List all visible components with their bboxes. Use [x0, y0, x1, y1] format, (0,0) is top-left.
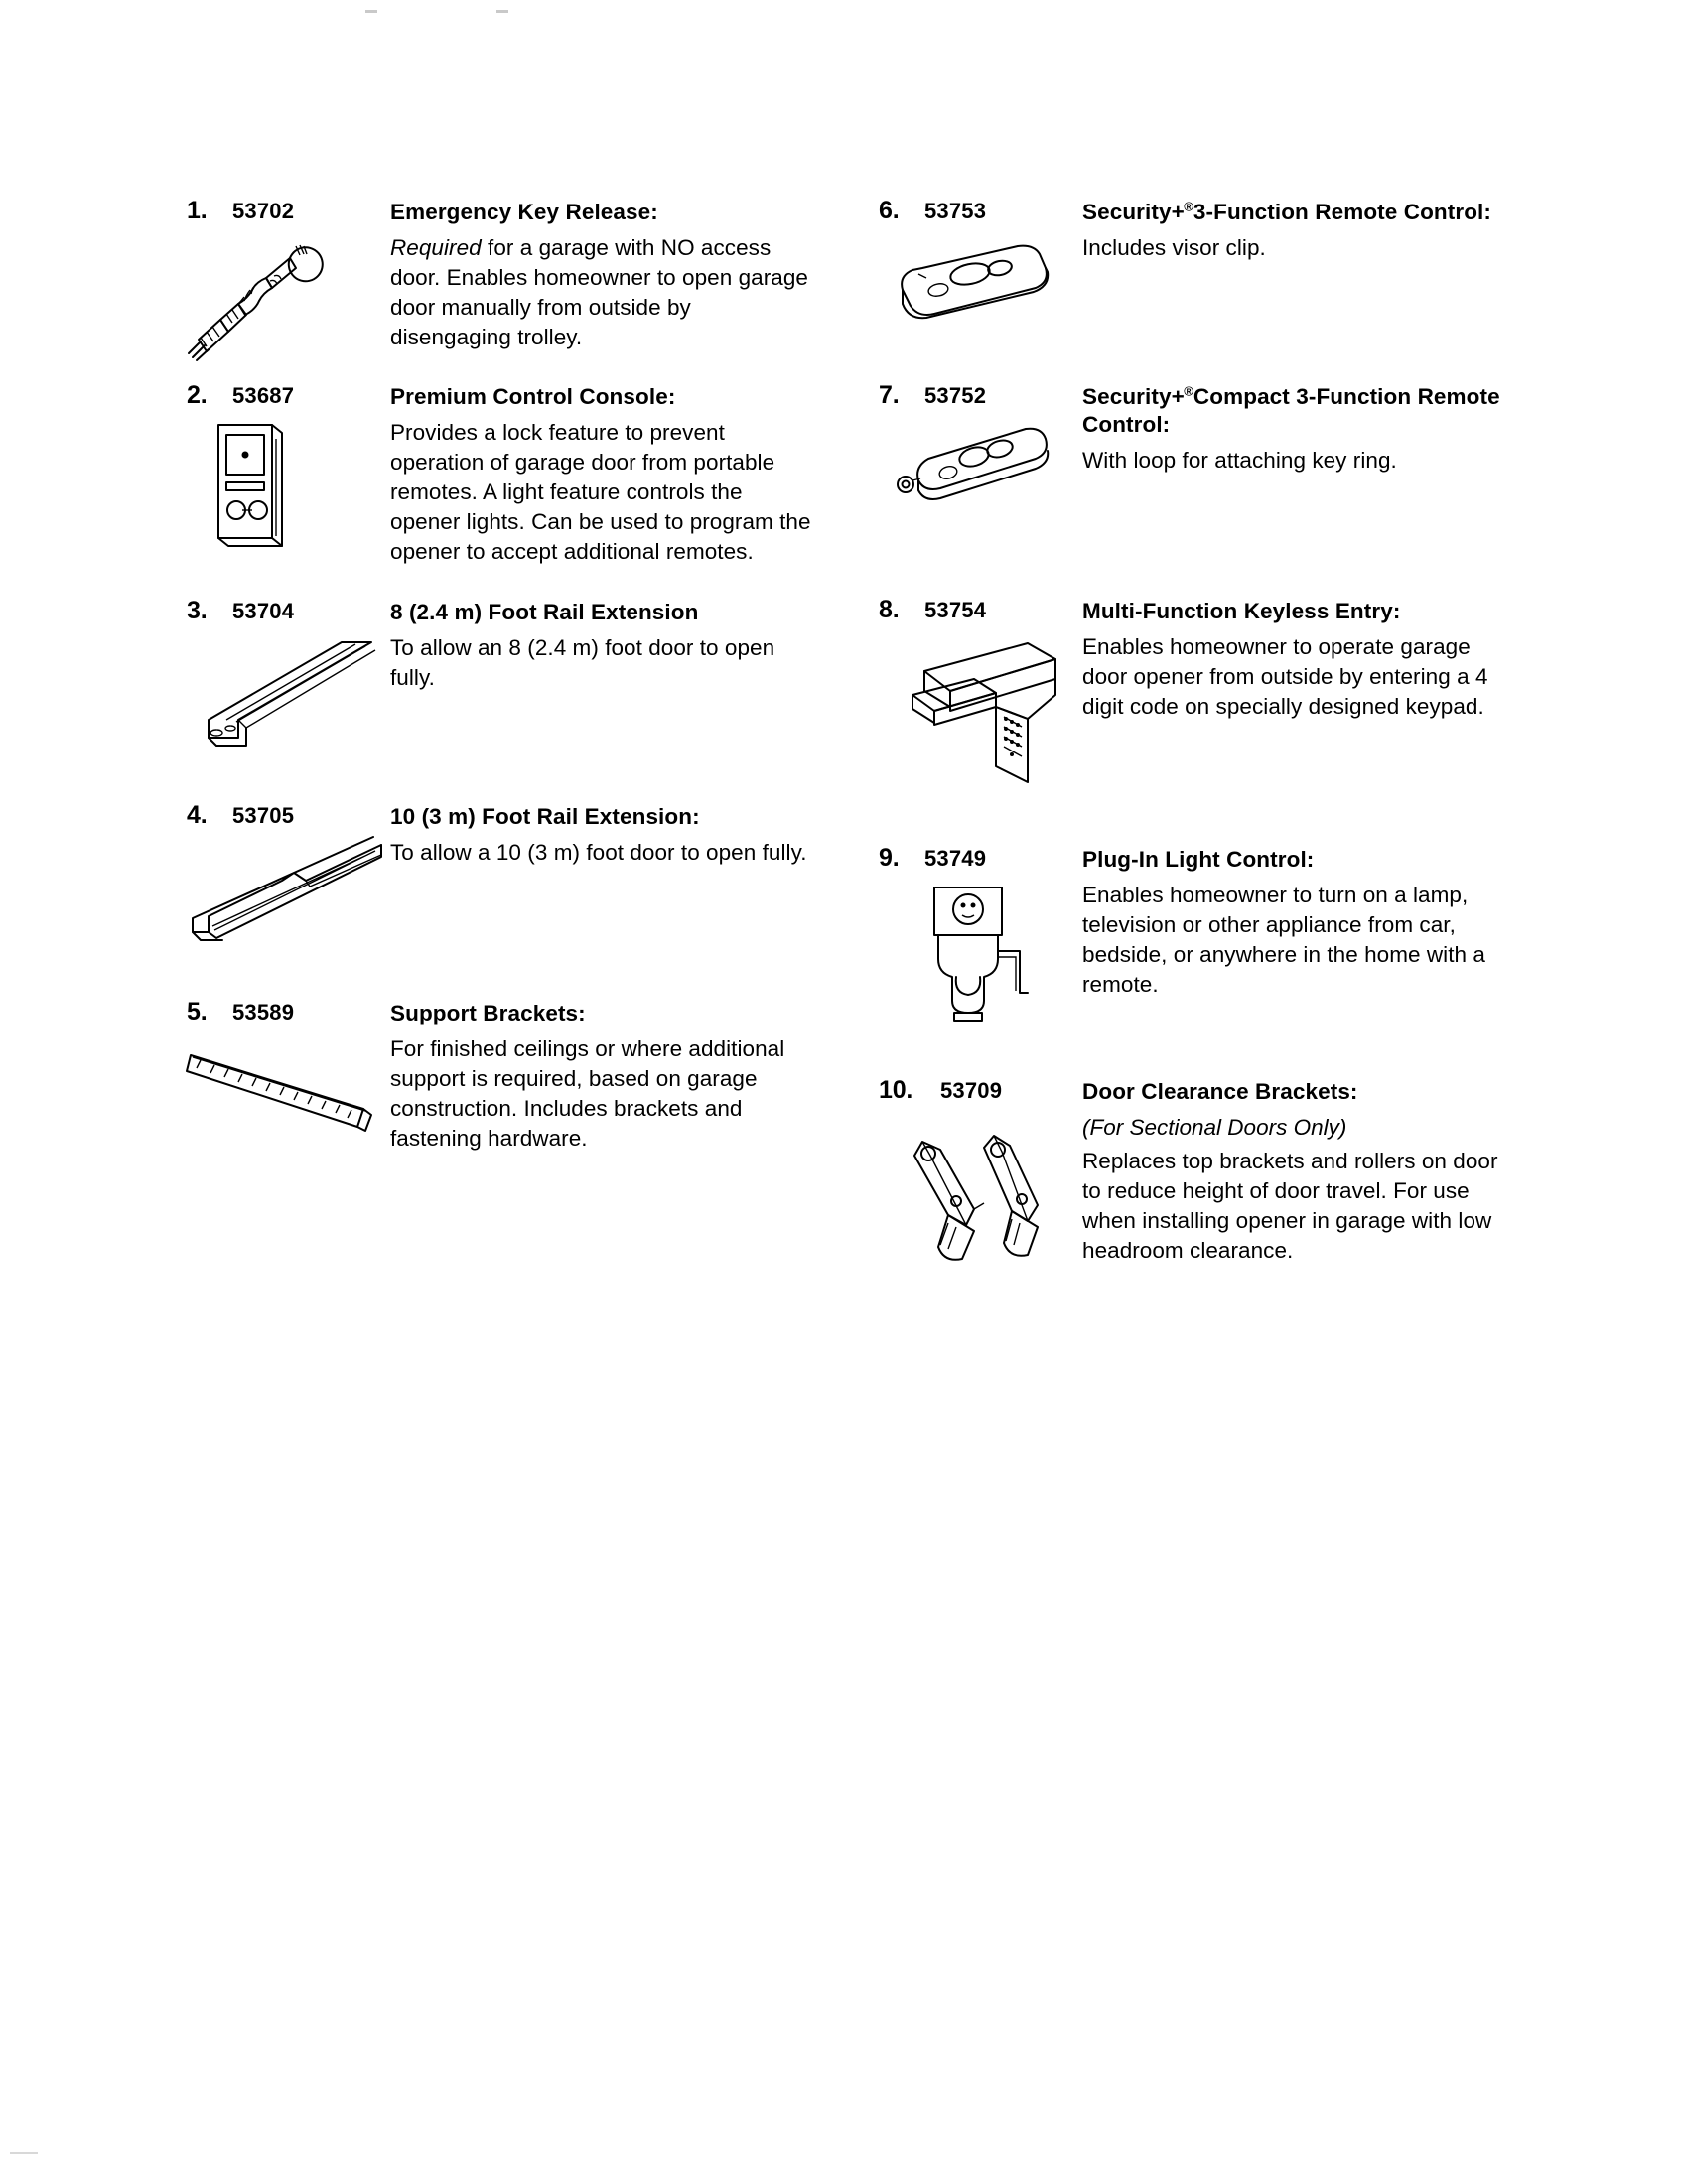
entry-title: Multi-Function Keyless Entry:	[1082, 599, 1401, 623]
entry-title: Door Clearance Brackets:	[1082, 1079, 1358, 1104]
entry-body: To allow a 10 (3 m) foot door to open fully.	[390, 840, 807, 865]
entry-identifier-and-art	[187, 597, 390, 763]
accessory-columns	[187, 197, 1507, 1273]
entry-text	[390, 381, 815, 567]
entry-idline	[879, 381, 1082, 415]
entry-body: To allow an 8 (2.4 m) foot door to open fully.	[390, 635, 775, 690]
emergency-key-release-icon	[187, 234, 390, 363]
accessory-entry-2	[187, 381, 815, 567]
column-left	[187, 197, 815, 1273]
registration-mark	[496, 10, 508, 13]
entry-idline	[879, 844, 1082, 878]
accessory-entry-1	[187, 197, 815, 363]
entry-part-number: 53589	[232, 1000, 295, 1024]
entry-text	[390, 197, 815, 352]
entry-text	[1082, 197, 1507, 263]
entry-body: Replaces top brackets and rollers on door to reduce height of door travel. For use when installing opener in garage with low headroom clearance.	[1082, 1149, 1498, 1263]
entry-body: For finished ceilings or where additional support is required, based on garage construction. Includes brackets and fastening hardware.	[390, 1036, 785, 1151]
entry-identifier-and-art	[879, 197, 1082, 343]
entry-body: Includes visor clip.	[1082, 235, 1266, 260]
entry-title: Premium Control Console:	[390, 384, 676, 409]
entry-idline	[879, 596, 1082, 629]
support-bracket-icon	[187, 1035, 390, 1145]
entry-number: 7.	[879, 381, 900, 409]
entry-number: 2.	[187, 381, 208, 409]
entry-identifier-and-art	[879, 1076, 1082, 1273]
accessory-entry-4	[187, 801, 815, 958]
entry-number: 4.	[187, 801, 208, 829]
entry-text	[390, 597, 815, 693]
accessory-entry-5	[187, 998, 815, 1154]
entry-idline	[187, 597, 390, 630]
security-plus-mark: +	[1171, 384, 1185, 409]
entry-text	[390, 801, 815, 868]
entry-part-number: 53754	[924, 598, 987, 622]
entry-text	[1082, 1076, 1507, 1266]
entry-idline	[187, 801, 390, 835]
entry-title	[1082, 383, 1507, 439]
entry-text	[1082, 596, 1507, 722]
three-function-remote-icon	[879, 234, 1082, 343]
entry-identifier-and-art	[187, 801, 390, 958]
entry-part-number: 53709	[940, 1078, 1003, 1103]
rail-extension-icon	[187, 634, 390, 763]
entry-title-brand: Security	[1082, 200, 1172, 224]
entry-body-emphasis: Required	[390, 235, 482, 260]
entry-title: 10 (3 m) Foot Rail Extension:	[390, 804, 700, 829]
entry-identifier-and-art	[879, 844, 1082, 1030]
entry-part-number: 53705	[232, 803, 295, 828]
entry-text	[390, 998, 815, 1154]
entry-identifier-and-art	[879, 596, 1082, 792]
entry-title	[1082, 199, 1507, 226]
compact-remote-icon	[879, 419, 1082, 518]
entry-body: With loop for attaching key ring.	[1082, 448, 1397, 473]
entry-title: 8 (2.4 m) Foot Rail Extension	[390, 600, 699, 624]
entry-part-number: 53752	[924, 383, 987, 408]
entry-number: 1.	[187, 197, 208, 224]
entry-title-suffix: Compact 3-Function Remote Control:	[1082, 384, 1500, 437]
rail-extension-icon	[187, 839, 390, 958]
entry-part-number: 53702	[232, 199, 295, 223]
registration-mark	[10, 2152, 38, 2154]
entry-title: Emergency Key Release:	[390, 200, 658, 224]
entry-identifier-and-art	[187, 998, 390, 1145]
registered-trademark-icon: ®	[1184, 383, 1193, 399]
entry-part-number: 53687	[232, 383, 295, 408]
registration-mark	[365, 10, 377, 13]
entry-title: Plug-In Light Control:	[1082, 847, 1315, 872]
accessory-entry-3	[187, 597, 815, 763]
entry-part-number: 53753	[924, 199, 987, 223]
accessory-entry-9	[879, 844, 1507, 1030]
door-clearance-bracket-icon	[879, 1114, 1082, 1273]
entry-subtitle: (For Sectional Doors Only)	[1082, 1115, 1347, 1140]
accessory-entry-8	[879, 596, 1507, 792]
entry-number: 5.	[187, 998, 208, 1025]
entry-number: 8.	[879, 596, 900, 623]
entry-idline	[879, 197, 1082, 230]
accessory-entry-10	[879, 1076, 1507, 1273]
entry-title-suffix: 3-Function Remote Control:	[1193, 200, 1491, 224]
control-console-icon	[187, 419, 390, 558]
entry-text	[1082, 844, 1507, 1000]
entry-body	[390, 233, 815, 352]
entry-part-number: 53749	[924, 846, 987, 871]
column-right	[879, 197, 1507, 1273]
entry-identifier-and-art	[879, 381, 1082, 518]
entry-title: Support Brackets:	[390, 1001, 586, 1025]
entry-idline	[879, 1076, 1082, 1110]
entry-idline	[187, 381, 390, 415]
entry-body: Provides a lock feature to prevent operation of garage door from portable remotes. A light feature controls the opener lights. Can be used to program the opener to accept additional remotes.	[390, 420, 811, 564]
entry-idline	[187, 998, 390, 1031]
entry-number: 9.	[879, 844, 900, 872]
entry-body: Enables homeowner to operate garage door opener from outside by entering a 4 digit code on specially designed keypad.	[1082, 634, 1488, 719]
entry-idline	[187, 197, 390, 230]
entry-body-text: for a garage with NO access door. Enables homeowner to open garage door manually from outside by disengaging trolley.	[390, 235, 808, 349]
entry-text	[1082, 381, 1507, 476]
entry-part-number: 53704	[232, 599, 295, 623]
registered-trademark-icon: ®	[1184, 199, 1193, 214]
accessory-entry-6	[879, 197, 1507, 343]
entry-identifier-and-art	[187, 197, 390, 363]
security-plus-mark: +	[1171, 200, 1185, 224]
accessory-entry-7	[879, 381, 1507, 518]
keyless-entry-keypad-icon	[879, 633, 1082, 792]
entry-number: 6.	[879, 197, 900, 224]
entry-number: 3.	[187, 597, 208, 624]
entry-title-brand: Security	[1082, 384, 1172, 409]
entry-body: Enables homeowner to turn on a lamp, television or other appliance from car, bedside, or anywhere in the home with a remote.	[1082, 883, 1485, 997]
entry-identifier-and-art	[187, 381, 390, 558]
entry-number: 10.	[879, 1076, 913, 1104]
plug-in-light-control-icon	[879, 882, 1082, 1030]
